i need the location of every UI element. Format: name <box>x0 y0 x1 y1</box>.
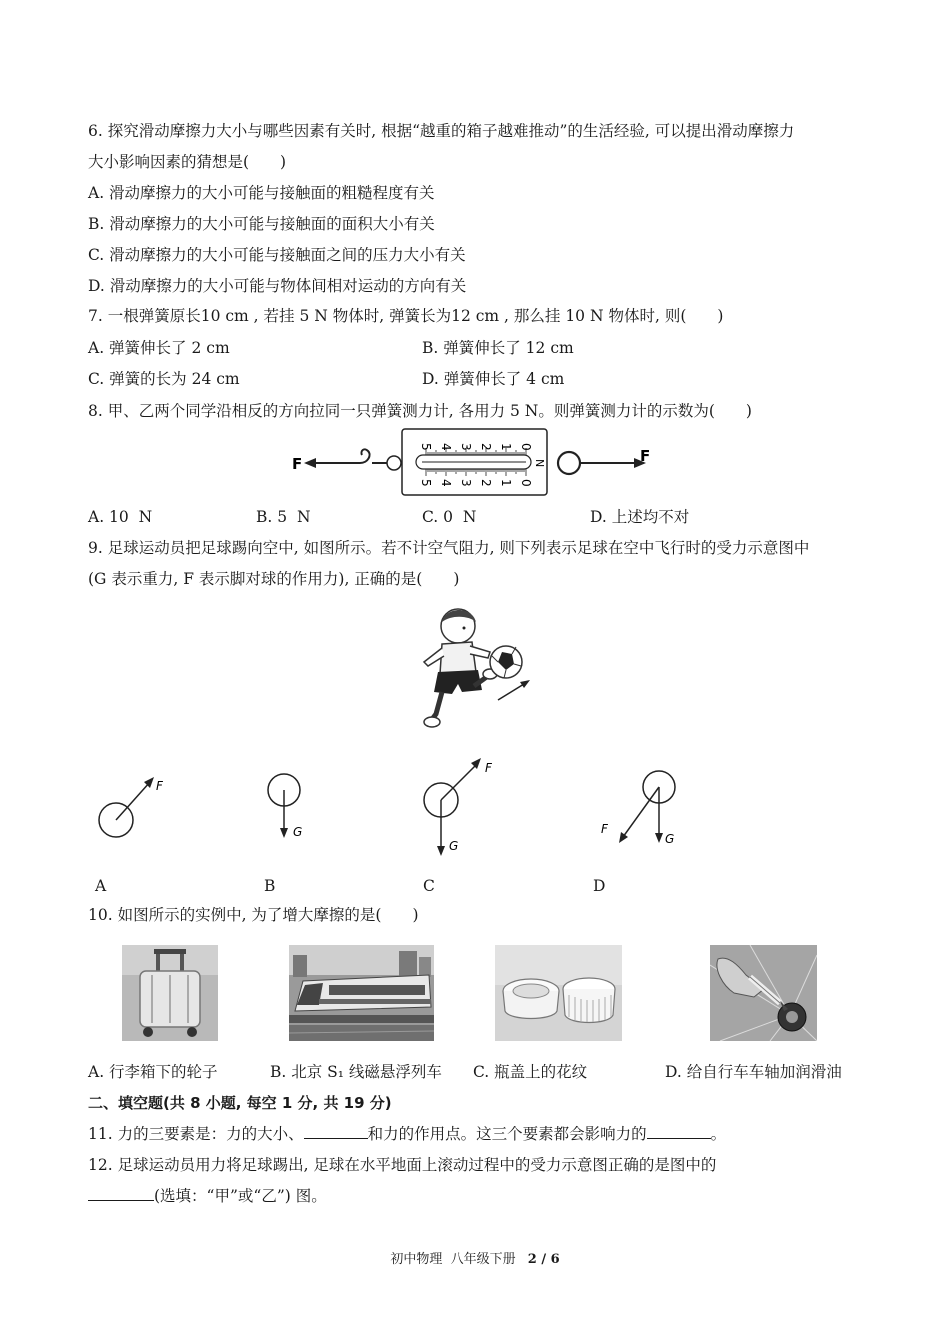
left-force-label: F <box>292 455 303 473</box>
right-force-label: F <box>640 447 651 465</box>
svg-text:3: 3 <box>459 479 473 487</box>
q9-stem-line2: (G 表示重力, F 表示脚对球的作用力), 正确的是( ) <box>88 570 460 588</box>
q6-option-d: D. 滑动摩擦力的大小可能与物体间相对运动的方向有关 <box>88 277 467 295</box>
q10-option-a: A. 行李箱下的轮子 <box>88 1063 218 1081</box>
q8-stem: 8. 甲、乙两个同学沿相反的方向拉同一只弹簧测力计, 各用力 5 N。则弹簧测力计的示数为( ) <box>88 402 752 420</box>
q11-blank-1[interactable] <box>304 1124 368 1139</box>
svg-text:5: 5 <box>419 479 433 487</box>
svg-text:1: 1 <box>499 443 513 451</box>
q11-blank-2[interactable] <box>647 1124 711 1139</box>
q7-option-b: B. 弹簧伸长了 12 cm <box>422 339 574 357</box>
q9-diagram-c <box>415 752 515 862</box>
force-label-g: G <box>665 832 675 846</box>
svg-text:2: 2 <box>479 479 493 487</box>
left-force-arrowhead <box>304 458 316 468</box>
q6-option-b: B. 滑动摩擦力的大小可能与接触面的面积大小有关 <box>88 215 435 233</box>
football-player-illustration <box>412 600 540 732</box>
q12-line2 <box>88 1186 327 1206</box>
q9-stem-line1: 9. 足球运动员把足球踢向空中, 如图所示。若不计空气阻力, 则下列表示足球在空中飞行时的受力示意图中 <box>88 539 810 557</box>
q8-option-d: D. 上述均不对 <box>590 508 690 526</box>
svg-text:5: 5 <box>419 443 433 451</box>
force-label-f: F <box>156 779 163 793</box>
q10-option-d: D. 给自行车车轴加润滑油 <box>665 1063 842 1081</box>
footer-page-number: 2 / 6 <box>527 1252 560 1267</box>
q7-option-c: C. 弹簧的长为 24 cm <box>88 370 240 388</box>
photo-bottle-caps <box>495 945 622 1041</box>
q9-diagram-d <box>595 765 695 855</box>
hook <box>360 449 370 463</box>
q9-label-c: C <box>423 877 435 895</box>
photo-bicycle-axle-oil <box>710 945 817 1041</box>
q6-stem-line1: 6. 探究滑动摩擦力大小与哪些因素有关时, 根据“越重的箱子越难推动”的生活经验, 可以提出滑动摩擦力 <box>88 122 795 140</box>
q6-option-c: C. 滑动摩擦力的大小可能与接触面之间的压力大小有关 <box>88 246 466 264</box>
section-title-fill-in: 二、填空题(共 8 小题, 每空 1 分, 共 19 分) <box>88 1094 392 1112</box>
q11-part1: 11. 力的三要素是：力的大小、 <box>88 1125 304 1143</box>
svg-text:0: 0 <box>519 479 533 487</box>
scale-unit: N <box>533 459 546 468</box>
svg-text:1: 1 <box>499 479 513 487</box>
q6-option-a: A. 滑动摩擦力的大小可能与接触面的粗糙程度有关 <box>88 184 435 202</box>
photo-luggage-wheels <box>122 945 218 1041</box>
q6-stem-line2: 大小影响因素的猜想是( ) <box>88 153 287 171</box>
q12-blank[interactable] <box>88 1186 154 1201</box>
spring-scale-figure <box>290 425 660 501</box>
svg-text:3: 3 <box>459 443 473 451</box>
q7-option-d: D. 弹簧伸长了 4 cm <box>422 370 565 388</box>
photo-maglev-train <box>289 945 434 1041</box>
q12-line2-text: (选填：“甲”或“乙”) 图。 <box>154 1187 327 1205</box>
svg-text:2: 2 <box>479 443 493 451</box>
q9-diagram-b <box>255 768 325 848</box>
q9-label-d: D <box>593 877 606 895</box>
q10-option-c: C. 瓶盖上的花纹 <box>473 1063 588 1081</box>
q7-option-a: A. 弹簧伸长了 2 cm <box>88 339 230 357</box>
q8-option-a: A. 10 N <box>88 508 153 526</box>
svg-text:4: 4 <box>439 479 453 487</box>
ring <box>558 452 580 474</box>
q10-stem: 10. 如图所示的实例中, 为了增大摩擦的是( ) <box>88 906 419 924</box>
q11-part2: 和力的作用点。这三个要素都会影响力的 <box>367 1125 647 1143</box>
footer-subject: 初中物理 八年级下册 <box>390 1252 516 1267</box>
svg-text:4: 4 <box>439 443 453 451</box>
q7-stem: 7. 一根弹簧原长10 cm , 若挂 5 N 物体时, 弹簧长为12 cm , 那么挂 10 N 物体时, 则( ) <box>88 307 724 325</box>
q8-option-c: C. 0 N <box>422 508 477 526</box>
q10-option-b: B. 北京 S₁ 线磁悬浮列车 <box>270 1063 442 1081</box>
q11-part3: 。 <box>710 1125 727 1143</box>
q12-line1: 12. 足球运动员用力将足球踢出, 足球在水平地面上滚动过程中的受力示意图正确的是图中的 <box>88 1156 717 1174</box>
force-label-f: F <box>601 822 608 836</box>
q8-option-b: B. 5 N <box>256 508 311 526</box>
svg-text:0: 0 <box>519 443 533 451</box>
force-label-f: F <box>485 761 492 775</box>
page-footer <box>0 1248 950 1267</box>
force-label-g: G <box>449 839 459 853</box>
q9-label-b: B <box>264 877 276 895</box>
q9-diagram-a <box>90 770 180 850</box>
q9-label-a: A <box>95 877 107 895</box>
q11 <box>88 1124 726 1144</box>
force-label-g: G <box>293 825 303 839</box>
